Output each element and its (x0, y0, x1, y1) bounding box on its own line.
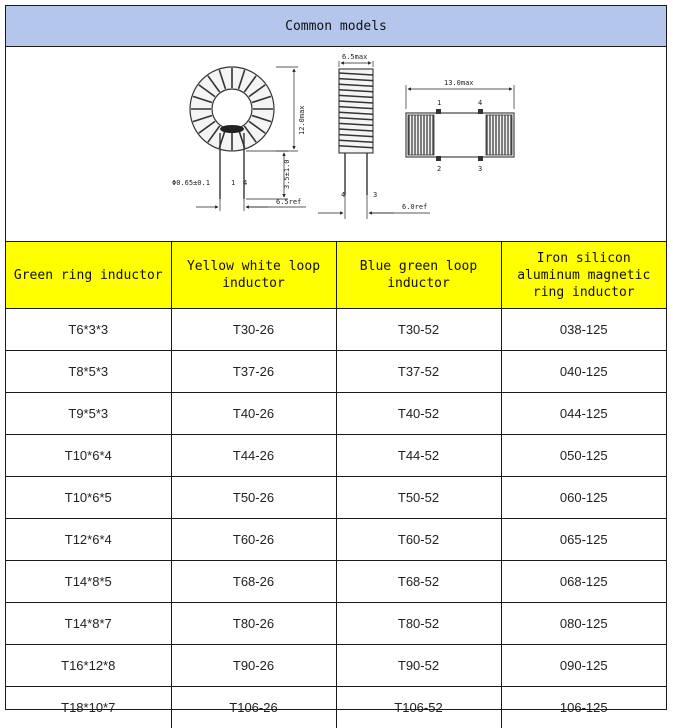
ring-height-dimension (276, 67, 298, 151)
table-cell: T9*5*3 (6, 393, 171, 435)
table-cell: T44-52 (336, 435, 501, 477)
toroid-top-view (406, 109, 514, 161)
table-row (6, 393, 666, 435)
top-pin-2-label: 2 (437, 165, 441, 173)
table-cell: T68-26 (171, 561, 336, 603)
side-pin-4-label: 4 (341, 191, 345, 199)
table-cell: T16*12*8 (6, 645, 171, 687)
table-cell: T90-26 (171, 645, 336, 687)
table-cell: T80-26 (171, 603, 336, 645)
table-cell: T14*8*5 (6, 561, 171, 603)
table-cell: 106-125 (501, 687, 666, 728)
table-cell: T14*8*7 (6, 603, 171, 645)
side-pin-3-label: 3 (373, 191, 377, 199)
table-row (6, 309, 666, 351)
models-frame (5, 5, 667, 710)
table-cell: 044-125 (501, 393, 666, 435)
table-cell: T44-26 (171, 435, 336, 477)
table-cell: T50-26 (171, 477, 336, 519)
table-row (6, 519, 666, 561)
table-cell: T40-52 (336, 393, 501, 435)
table-cell: T60-52 (336, 519, 501, 561)
lead-diameter-label: Φ0.65±0.1 (172, 179, 210, 187)
table-row (6, 645, 666, 687)
table-cell: T6*3*3 (6, 309, 171, 351)
table-cell: T10*6*4 (6, 435, 171, 477)
table-cell: T18*10*7 (6, 687, 171, 728)
table-row (6, 351, 666, 393)
table-cell: T106-52 (336, 687, 501, 728)
table-cell: T8*5*3 (6, 351, 171, 393)
table-cell: 068-125 (501, 561, 666, 603)
top-pin-4-label: 4 (478, 99, 482, 107)
table-title: Common models (6, 6, 666, 47)
table-cell: T60-26 (171, 519, 336, 561)
header-green-ring: Green ring inductor (6, 242, 171, 309)
top-pin-1-label: 1 (437, 99, 441, 107)
side-width-label: 6.5max (342, 53, 367, 61)
table-row (6, 435, 666, 477)
top-pin-3-label: 3 (478, 165, 482, 173)
lead-length-label: 3.5±1.0 (283, 159, 291, 189)
table-row (6, 477, 666, 519)
front-pin-4-label: 4 (243, 179, 247, 187)
inductor-models-table (6, 242, 666, 728)
table-cell: T50-52 (336, 477, 501, 519)
table-cell: 040-125 (501, 351, 666, 393)
table-cell: T106-26 (171, 687, 336, 728)
table-cell: T30-52 (336, 309, 501, 351)
top-length-label: 13.0max (444, 79, 474, 87)
table-cell: T40-26 (171, 393, 336, 435)
table-cell: T90-52 (336, 645, 501, 687)
table-row (6, 561, 666, 603)
table-row (6, 687, 666, 728)
table-cell: T12*6*4 (6, 519, 171, 561)
table-cell: T68-52 (336, 561, 501, 603)
table-cell: 050-125 (501, 435, 666, 477)
header-row (6, 242, 666, 309)
toroid-side-view (339, 69, 373, 195)
table-cell: T10*6*5 (6, 477, 171, 519)
ring-height-label: 12.0max (298, 105, 306, 135)
header-yellow-white: Yellow white loop inductor (171, 242, 336, 309)
inductor-diagram (6, 47, 666, 241)
lead-spacing-label: 6.5ref (276, 198, 301, 206)
table-row (6, 603, 666, 645)
table-cell: 060-125 (501, 477, 666, 519)
table-cell: 065-125 (501, 519, 666, 561)
front-pin-1-label: 1 (231, 179, 235, 187)
header-iron-silicon: Iron silicon aluminum magnetic ring inductor (501, 242, 666, 309)
table-cell: 080-125 (501, 603, 666, 645)
dimension-drawing (6, 47, 666, 242)
table-cell: 090-125 (501, 645, 666, 687)
table-cell: T37-52 (336, 351, 501, 393)
side-spacing-label: 6.0ref (402, 203, 427, 211)
table-cell: T80-52 (336, 603, 501, 645)
header-blue-green: Blue green loop inductor (336, 242, 501, 309)
table-cell: T30-26 (171, 309, 336, 351)
table-cell: T37-26 (171, 351, 336, 393)
table-cell: 038-125 (501, 309, 666, 351)
